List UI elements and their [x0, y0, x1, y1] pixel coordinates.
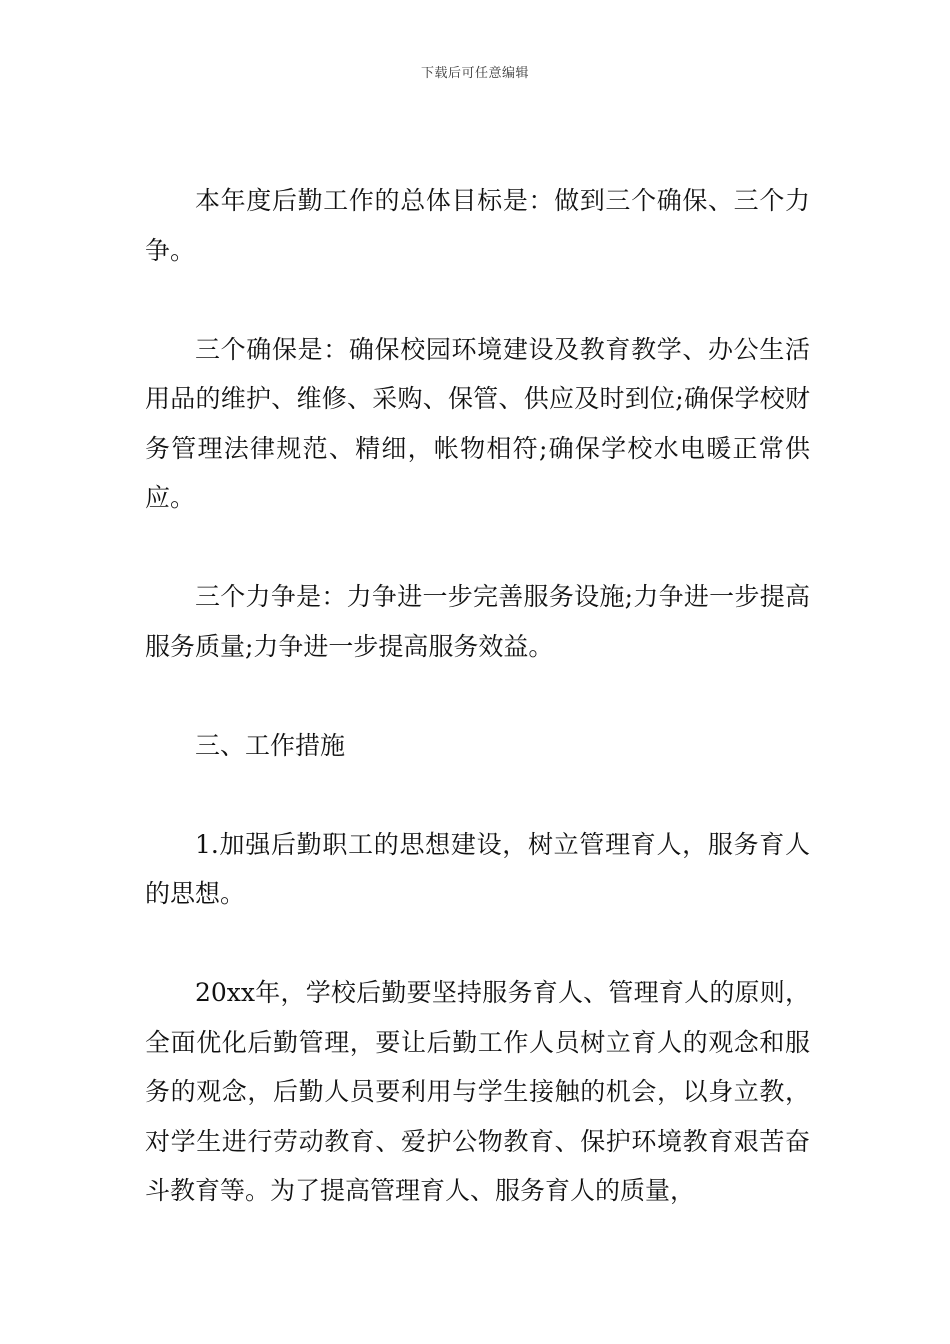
paragraph-overall-goal: 本年度后勤工作的总体目标是：做到三个确保、三个力争。 [145, 186, 810, 265]
paragraph-measure-1-detail: 20xx年，学校后勤要坚持服务育人、管理育人的原则，全面优化后勤管理，要让后勤工作人员树立育人的观念和服务的观念，后勤人员要利用与学生接触的机会，以身立教，对学生进行劳动教育、爱护公物教育、保护环境教育艰苦奋斗教育等。为了提高管理育人、服务育人的质量， [145, 978, 810, 1205]
page-header: 下载后可任意编辑 [420, 66, 529, 81]
section-heading-work-measures: 三、工作措施 [195, 730, 346, 760]
paragraph-three-strives: 三个力争是：力争进一步完善服务设施;力争进一步提高服务质量;力争进一步提高服务效益。 [145, 582, 810, 661]
paragraph-measure-1: 1.加强后勤职工的思想建设，树立管理育人，服务育人的思想。 [145, 829, 810, 908]
paragraph-three-ensures: 三个确保是：确保校园环境建设及教育教学、办公生活用品的维护、维修、采购、保管、供应及时到位;确保学校财务管理法律规范、精细，帐物相符;确保学校水电暖正常供应。 [145, 334, 810, 512]
document-body [145, 176, 810, 1216]
